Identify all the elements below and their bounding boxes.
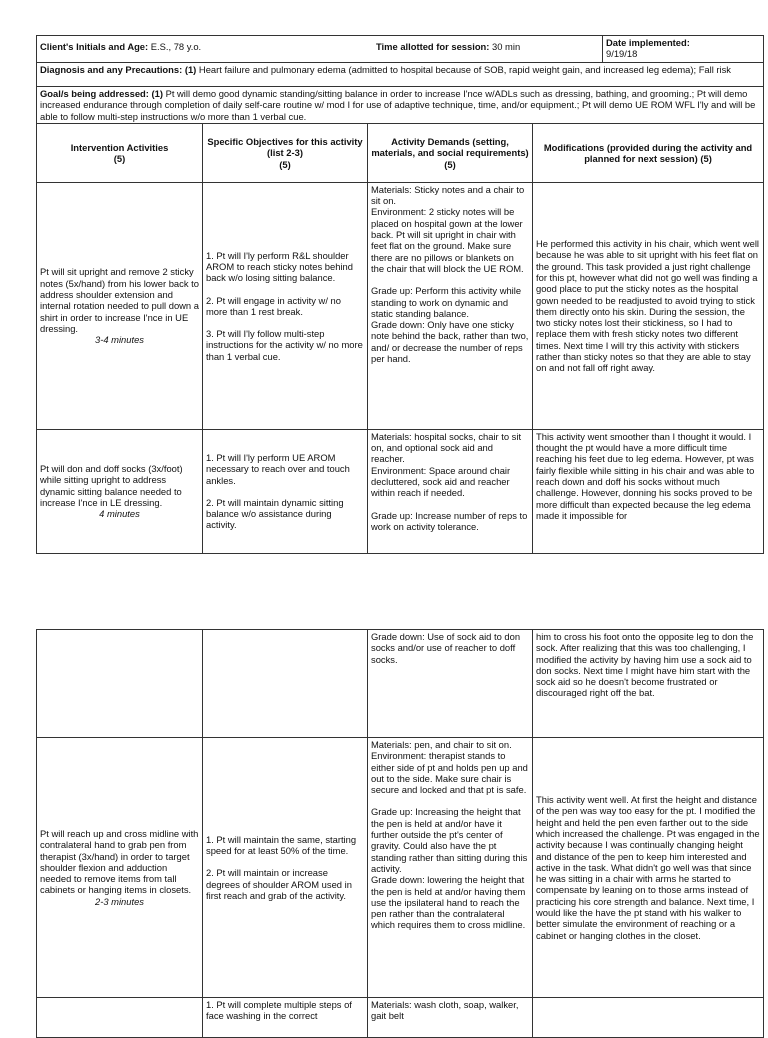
client-info: Client's Initials and Age: E.S., 78 y.o. <box>40 41 202 52</box>
activity-cell: Pt will sit upright and remove 2 sticky notes (5x/hand) from his lower back to address shoulder extension and internal rotation needed to pull down a shirt in order to increase I'nce in UE dressing. 3-4 minutes <box>37 182 203 429</box>
demands-cell: Materials: hospital socks, chair to sit on, and optional sock aid and reacher. Environment: Space around chair decluttered, sock aid and reacher within reach if needed. Grade up: Increase number of reps to work on activity tolerance. <box>368 429 533 553</box>
objectives-cell: 1. Pt will I'ly perform R&L shoulder AROM to reach sticky notes behind back w/o losing sitting balance. 2. Pt will engage in activity w/ no more than 1 rest break. 3. Pt will I'ly follow multi-step instructions for the activity w/ no more than 1 verbal cue. <box>203 182 368 429</box>
modifications-cell: him to cross his foot onto the opposite leg to don the sock. After realizing that this was too challenging, I modified the activity by having him use a sock aid to don socks. Next time I might have him start with the sock aid so he doesn't become frustrated or discouraged right off the bat. <box>533 630 764 738</box>
activity-time: 4 minutes <box>99 508 140 520</box>
col-header-interventions: Intervention Activities (5) <box>37 123 203 182</box>
col-header-objectives: Specific Objectives for this activity (list 2-3) (5) <box>203 123 368 182</box>
activity-cell: Pt will reach up and cross midline with contralateral hand to grab pen from therapist (3x/hand) in order to target shoulder flexion and adduction needed to remove items from tall cabinets or hanging items in closets. 2-3 minutes <box>37 738 203 998</box>
objectives-cell <box>203 630 368 738</box>
modifications-cell <box>533 998 764 1038</box>
care-plan-table-page2 <box>36 629 763 1038</box>
col-header-modifications: Modifications (provided during the activity and planned for next session) (5) <box>533 123 764 182</box>
objectives-cell: 1. Pt will complete multiple steps of face washing in the correct <box>203 998 368 1038</box>
objectives-cell: 1. Pt will I'ly perform UE AROM necessary to reach over and touch ankles. 2. Pt will maintain dynamic sitting balance w/o assistance during activity. <box>203 429 368 553</box>
objectives-cell: 1. Pt will maintain the same, starting speed for at least 50% of the time. 2. Pt will maintain or increase degrees of shoulder AROM used in first reach and grab of the activity. <box>203 738 368 998</box>
demands-cell: Materials: pen, and chair to sit on. Environment: therapist stands to either side of pt and holds pen up and out to the side. Make sure chair is secure and locked and that pt is safe. Grade up: Increasing the height that the pen is held at and/or have it further outside the pt's center of gravity. Could also have the pt standing rather than sitting during this activity. Grade down: lowering the height that the pen is held at and/or having them use the ipsilateral hand to reach the pen rather than the contralateral which requires them to cross midline. <box>368 738 533 998</box>
activity-cell <box>37 998 203 1038</box>
diagnosis-row: Diagnosis and any Precautions: (1) Heart failure and pulmonary edema (admitted to hospital because of SOB, rapid weight gain, and increased leg edema); Fall risk <box>37 63 764 87</box>
demands-cell: Materials: wash cloth, soap, walker, gait belt <box>368 998 533 1038</box>
date-implemented: Date implemented: 9/19/18 <box>602 36 763 62</box>
goals-row: Goal/s being addressed: (1) Pt will demo good dynamic standing/sitting balance in order to increase I'nce w/ADLs such as dressing, bathing, and grooming.; Pt will demo increased endurance through completion of daily self-care routine w/ mod I for use of adaptive technique, time, and/or equipment.; Pt will demo UE ROM WFL I'ly and will be able to follow multi-step instructions w/o more than 1 verbal cue. <box>37 87 764 124</box>
activity-cell: Pt will don and doff socks (3x/foot) while sitting upright to address dynamic sitting balance needed to increase I'nce in LE dressing. 4 minutes <box>37 429 203 553</box>
modifications-cell: This activity went smoother than I thought it would. I thought the pt would have a more difficult time reaching his feet due to leg edema. However, pt was fairly flexible while sitting in his chair and was able to reach down and doff his socks without much challenge. However, donning his socks proved to be more difficult than expected because the leg edema made it impossible for <box>533 429 764 553</box>
col-header-demands: Activity Demands (setting, materials, and social requirements) (5) <box>368 123 533 182</box>
header-row <box>37 36 764 63</box>
demands-cell: Grade down: Use of sock aid to don socks and/or use of reacher to doff socks. <box>368 630 533 738</box>
care-plan-table-page1 <box>36 35 763 554</box>
activity-cell <box>37 630 203 738</box>
modifications-cell: He performed this activity in his chair, which went well because he was able to sit upright with his feet flat on the ground. This task provided a just right challenge for this pt, however what did not go well was finding a good place to put the sticky notes as the hospital gown needed to be readjusted to avoid trying to stick them directly onto his skin. During the session, the two sticky notes lost their stickiness, so I had to replace them with fresh sticky notes two different times. Next time I will try this activity with stickers rather than sticky notes so that they are able to stay on and not fall off right away. <box>533 182 764 429</box>
demands-cell: Materials: Sticky notes and a chair to sit on. Environment: 2 sticky notes will be placed on hospital gown at the lower back. Pt will sit upright in chair with feet flat on the ground. Make sure there are no pillows or blankets on the chair that will block the UE ROM. Grade up: Perform this activity while standing to work on dynamic and static standing balance. Grade down: Only have one sticky note behind the back, rather than two, and/ or decrease the number of reps per hand. <box>368 182 533 429</box>
activity-time: 3-4 minutes <box>95 334 144 346</box>
modifications-cell: This activity went well. At first the height and distance of the pen was way too easy for the pt. I modified the height and held the pen even farther out to the side which increased the challenge. Pt was engaged in the activity because I was continually changing height and distance of the pen to keep him interested and active in the task. What didn't go well was that since he was sitting in a chair with arms he started to compensate by leaning on to those arms instead of practicing his core strength and balance. Next time, I would like the have the pt stand with his walker to better simulate the environment of reaching or a cabinet or hanging clothes in the closet. <box>533 738 764 998</box>
time-allotted: Time allotted for session: 30 min <box>376 41 521 52</box>
activity-time: 2-3 minutes <box>95 895 144 907</box>
